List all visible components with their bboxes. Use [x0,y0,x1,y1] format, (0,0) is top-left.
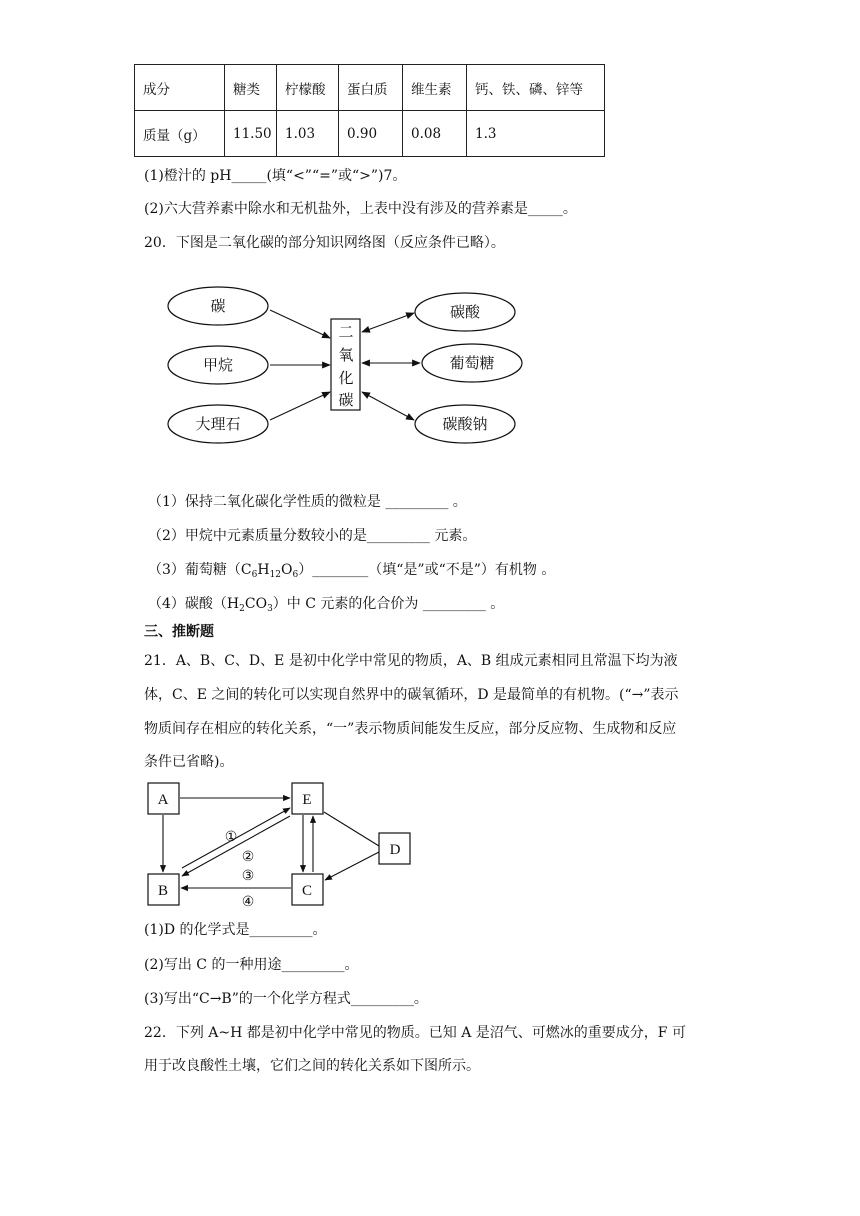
table-cell: 维生素 [403,65,467,111]
text-segment: H [257,562,270,578]
text-segment: ）中 C 元素的化合价为 _________ 。 [272,596,505,612]
reaction-label: ③ [241,869,255,884]
label-marble: 大理石 [195,415,241,433]
subscript: 6 [251,570,258,580]
section-title: 三、推断题 [144,624,214,640]
arrow-E-B [182,816,290,876]
text-segment: CO [244,596,268,612]
q21-stem-line2: 体，C、E 之间的转化可以实现自然界中的碳氧循环，D 是最简单的有机物。(“→”表示 [144,687,679,703]
label-carbon: 碳 [210,297,226,315]
table-cell: 成分 [135,65,225,111]
line-E-D [324,812,379,846]
table-cell: 钙、铁、磷、锌等 [467,65,605,111]
text-segment: O [281,562,293,578]
q22-stem-line1: 22．下列 A~H 都是初中化学中常见的物质。已知 A 是沼气、可燃冰的重要成分，F 可 [144,1025,686,1041]
table-cell: 11.50 [225,111,277,157]
q21-part1: (1)D 的化学式是_________。 [144,922,327,938]
label-E: E [302,792,312,808]
arrow-D-C [325,852,379,880]
label-co2-char: 氧 [338,346,354,364]
label-co2-char: 二 [338,323,354,341]
table-cell: 0.90 [339,111,403,157]
reaction-label: ④ [241,895,255,910]
table-cell: 蛋白质 [339,65,403,111]
text-segment: （4）碳酸（H [148,596,240,612]
q21-part2: (2)写出 C 的一种用途_________。 [144,957,359,973]
q21-stem-line4: 条件已省略)。 [144,754,234,770]
label-methane: 甲烷 [202,356,234,374]
reaction-label: ① [224,830,238,845]
label-D: D [389,842,401,858]
subscript: 6 [292,570,299,580]
q19-part1: (1)橙汁的 pH_____(填“<”“=”或“>”)7。 [144,168,407,184]
reaction-label: ② [241,850,255,865]
label-co2-char: 化 [338,369,354,387]
q21-stem-line1: 21．A、B、C、D、E 是初中化学中常见的物质，A、B 组成元素相同且常温下均为液 [144,653,678,669]
table-cell: 柠檬酸 [277,65,339,111]
label-co2-char: 碳 [338,391,354,409]
label-glucose: 葡萄糖 [449,354,495,372]
q21-stem-line3: 物质间存在相应的转化关系，“一”表示物质间能发生反应，部分反应物、生成物和反应 [144,721,677,737]
table-cell: 糖类 [225,65,277,111]
table-cell: 1.03 [277,111,339,157]
label-C: C [301,883,313,899]
table-cell: 质量（g） [135,111,225,157]
q19-part2: (2)六大营养素中除水和无机盐外，上表中没有涉及的营养素是_____。 [144,201,577,217]
text-segment: （3）葡萄糖（C [148,562,252,578]
table-cell: 0.08 [403,111,467,157]
label-sodium-carbonate: 碳酸钠 [442,415,488,433]
label-carbonic-acid: 碳酸 [449,303,481,321]
subscript: 3 [267,604,273,614]
text-segment: ）________（填“是”或“不是”）有机物 。 [298,562,556,578]
q20-part1: （1）保持二氧化碳化学性质的微粒是 _________ 。 [148,494,467,510]
subscript: 2 [239,604,245,614]
q20-part2: （2）甲烷中元素质量分数较小的是_________ 元素。 [148,528,477,544]
subscript: 12 [269,570,282,580]
q22-stem-line2: 用于改良酸性土壤，它们之间的转化关系如下图所示。 [144,1058,480,1074]
table-cell: 1.3 [467,111,605,157]
label-A: A [157,792,169,808]
q21-part3: (3)写出“C→B”的一个化学方程式_________。 [144,991,428,1007]
label-B: B [157,883,169,899]
q20-stem: 20．下图是二氧化碳的部分知识网络图（反应条件已略）。 [144,235,505,251]
